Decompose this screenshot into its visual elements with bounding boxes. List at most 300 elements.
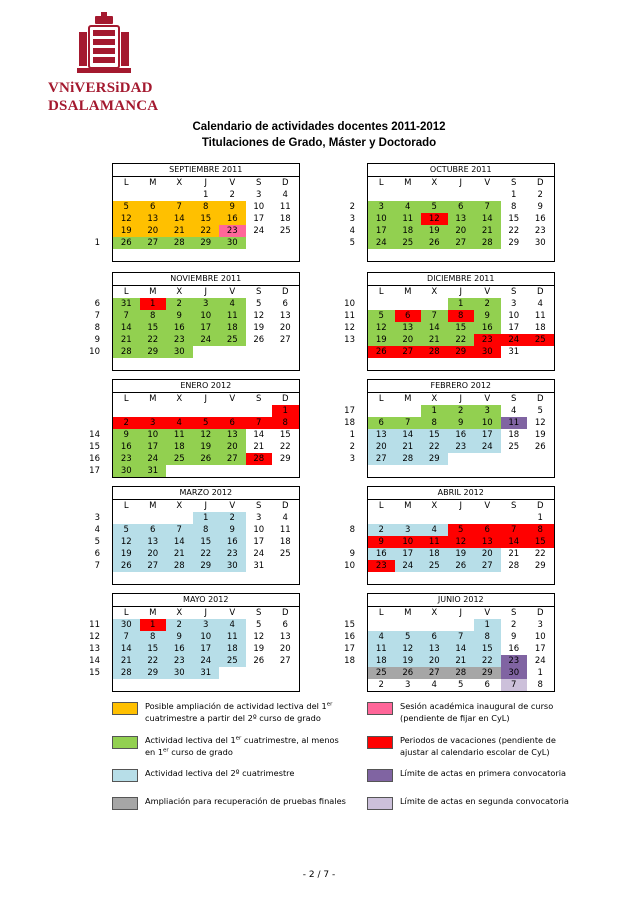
day-cell: 10 [395,536,422,548]
day-cell: 26 [253,656,265,666]
day-cell: 14 [421,322,448,334]
day-cell [193,679,220,691]
day-cell [474,358,501,370]
day-cell [421,512,448,524]
day-cell: 1 [511,190,517,200]
week-number: 5 [349,238,355,248]
day-cell [193,346,220,358]
day-cell: 6 [395,310,422,322]
day-cell: 29 [193,237,220,249]
legend-text-part: en 1 [145,747,164,757]
day-cell: 8 [140,631,167,643]
day-cell: 28 [166,237,193,249]
day-cell: 14 [448,643,475,655]
day-cell: 15 [140,322,167,334]
day-cell: 30 [501,667,528,679]
legend-text-part: curso de grado [168,747,233,757]
day-cell [448,572,475,584]
day-header: J [459,608,462,618]
day-cell: 25 [527,334,554,346]
day-cell: 29 [140,346,167,358]
day-header: S [256,501,262,511]
day-cell: 24 [140,453,167,465]
university-logo [48,12,163,114]
week-number: 10 [344,299,355,309]
day-header: M [404,287,412,297]
day-cell: 15 [474,643,501,655]
day-cell [448,465,475,477]
day-cell [527,249,554,261]
day-header: J [204,287,207,297]
day-cell: 19 [421,225,448,237]
legend-text-part: (pendiente de fijar en CyL) [400,713,510,723]
day-header: S [511,608,517,618]
day-header: V [484,608,491,618]
day-cell: 25 [219,334,246,346]
legend-label [400,734,556,758]
week-number: 6 [94,299,100,309]
day-cell [448,249,475,261]
month-title: MARZO 2012 [112,486,300,499]
day-header: D [536,287,544,297]
day-cell: 2 [166,298,193,310]
day-cell: 11 [219,310,246,322]
day-header: X [176,608,183,618]
day-cell [448,453,475,465]
day-cell: 23 [166,655,193,667]
day-cell [421,189,448,201]
day-cell: 14 [113,322,140,334]
day-cell [113,512,140,524]
day-cell: 12 [448,536,475,548]
day-cell: 5 [193,417,220,429]
university-seal-icon [75,12,133,76]
day-header: L [123,178,129,188]
day-cell [166,679,193,691]
day-cell [272,465,299,477]
day-cell: 13 [279,311,291,321]
day-cell: 2 [537,190,543,200]
day-cell: 12 [253,311,265,321]
day-cell: 25 [279,549,291,559]
day-cell: 5 [448,524,475,536]
day-cell: 26 [193,453,220,465]
day-cell: 9 [448,417,475,429]
day-cell: 19 [448,548,475,560]
week-number: 11 [344,311,355,321]
month-grid [112,499,300,585]
day-header: J [459,178,462,188]
day-cell [368,465,395,477]
day-header: L [123,501,129,511]
day-cell: 15 [508,214,520,224]
legend-label [400,767,566,779]
legend-swatch [112,702,138,715]
day-cell: 11 [395,213,422,225]
day-cell: 8 [537,680,543,690]
day-cell: 26 [368,346,395,358]
day-cell: 15 [140,643,167,655]
day-cell: 6 [484,680,490,690]
day-cell: 28 [113,346,140,358]
week-number: 10 [89,347,100,357]
day-cell: 3 [140,417,167,429]
day-cell: 27 [474,560,501,572]
day-cell [166,465,193,477]
day-header: X [431,178,438,188]
day-cell: 12 [534,418,546,428]
day-cell: 9 [474,310,501,322]
day-cell: 1 [272,405,299,417]
day-cell: 11 [279,202,291,212]
day-cell [140,358,167,370]
day-cell: 29 [448,346,475,358]
day-header: L [378,178,384,188]
day-header: X [176,287,183,297]
day-cell: 20 [140,548,167,560]
month-calendar [112,379,300,478]
legend-label [145,734,339,758]
day-cell: 15 [527,536,554,548]
day-cell [527,453,554,465]
day-cell: 11 [534,311,546,321]
month-grid [112,392,300,478]
month-calendar [112,272,300,371]
day-cell: 28 [246,453,273,465]
day-cell [219,405,246,417]
day-cell [219,679,246,691]
legend-swatch [367,702,393,715]
day-cell: 3 [193,298,220,310]
week-number: 17 [89,466,100,476]
day-cell: 19 [253,323,265,333]
day-cell: 24 [253,226,265,236]
day-cell: 7 [395,417,422,429]
day-header: S [511,178,517,188]
day-cell: 7 [166,524,193,536]
day-cell [368,512,395,524]
day-header: J [459,394,462,404]
day-cell: 18 [534,323,546,333]
day-cell [193,405,220,417]
day-cell: 15 [421,429,448,441]
day-cell: 12 [253,632,265,642]
day-cell: 20 [474,548,501,560]
month-title: JUNIO 2012 [367,593,555,606]
day-cell: 11 [421,536,448,548]
day-cell: 11 [368,643,395,655]
day-header: S [256,608,262,618]
legend-text-part: er [235,735,242,742]
day-header: D [281,287,289,297]
day-cell [219,346,246,358]
day-cell [166,358,193,370]
day-cell: 22 [421,441,448,453]
day-cell: 2 [511,620,517,630]
legend-label [400,795,569,807]
day-cell [448,619,475,631]
day-cell [272,572,299,584]
week-number: 12 [344,323,355,333]
day-header: D [281,501,289,511]
day-cell: 25 [279,226,291,236]
logo-text-line1: VNiVERSiDAD [48,80,153,96]
day-cell [272,560,299,572]
day-cell: 13 [368,429,395,441]
day-cell: 13 [140,213,167,225]
day-cell: 3 [511,299,517,309]
day-cell [113,249,140,261]
legend-text-part: Sesión académica inaugural de curso [400,701,554,711]
month-title: ENERO 2012 [112,379,300,392]
week-number: 4 [349,226,355,236]
day-cell: 16 [448,429,475,441]
month-grid [112,176,300,262]
day-header: J [204,178,207,188]
day-cell: 24 [193,655,220,667]
day-cell: 10 [368,213,395,225]
day-cell: 25 [166,453,193,465]
day-cell: 6 [282,620,288,630]
day-cell: 9 [511,632,517,642]
week-number: 17 [344,644,355,654]
week-number: 12 [89,632,100,642]
day-cell: 8 [527,524,554,536]
day-cell: 13 [474,536,501,548]
legend-label [145,795,346,807]
day-cell: 20 [395,334,422,346]
legend-label [145,700,332,724]
day-cell [395,572,422,584]
day-cell: 18 [421,548,448,560]
day-cell: 7 [501,679,528,691]
legend-text-part: ajustar al calendario escolar de CyL) [400,747,550,757]
day-header: V [484,501,491,511]
day-cell: 1 [474,619,501,631]
month-grid [367,285,555,371]
day-cell: 24 [368,237,395,249]
day-cell: 4 [368,631,395,643]
month-title: OCTUBRE 2011 [367,163,555,176]
day-cell: 29 [474,667,501,679]
day-cell: 25 [368,667,395,679]
day-cell: 14 [501,536,528,548]
legend-swatch [367,769,393,782]
day-cell: 22 [508,226,520,236]
day-cell [272,667,299,679]
day-cell: 31 [140,465,167,477]
day-cell: 27 [368,453,395,465]
week-number: 3 [349,454,355,464]
day-cell: 5 [537,406,543,416]
day-header: M [149,178,157,188]
day-cell [113,679,140,691]
day-cell: 30 [113,465,140,477]
day-cell: 18 [508,430,520,440]
week-number: 18 [344,418,355,428]
day-cell: 3 [474,405,501,417]
day-cell: 9 [537,202,543,212]
day-cell [219,358,246,370]
day-cell: 28 [448,667,475,679]
day-cell: 17 [508,323,520,333]
day-cell: 16 [219,213,246,225]
day-cell [246,679,273,691]
day-cell: 21 [474,225,501,237]
day-header: D [536,178,544,188]
day-header: M [149,608,157,618]
day-header: D [281,178,289,188]
day-cell: 25 [219,655,246,667]
day-header: M [404,394,412,404]
day-header: S [511,287,517,297]
day-cell: 27 [140,560,167,572]
day-cell: 4 [511,406,517,416]
week-number: 1 [94,238,100,248]
legend-swatch [367,797,393,810]
day-cell: 19 [113,225,140,237]
day-cell: 9 [219,524,246,536]
day-cell [272,679,299,691]
month-calendar [367,486,555,585]
day-cell: 21 [166,548,193,560]
day-cell: 20 [279,644,291,654]
week-number: 6 [94,549,100,559]
day-cell: 20 [421,655,448,667]
day-cell: 20 [140,225,167,237]
legend-text-part: Límite de actas en primera convocatoria [400,768,567,778]
day-cell: 21 [448,655,475,667]
day-cell: 23 [534,226,546,236]
legend-text-part: er [163,747,169,754]
day-cell: 7 [113,631,140,643]
day-cell: 15 [279,430,291,440]
day-cell: 2 [474,298,501,310]
day-cell: 3 [256,513,262,523]
day-cell: 30 [534,238,546,248]
day-cell: 22 [140,334,167,346]
day-cell: 6 [421,631,448,643]
day-cell: 23 [501,655,528,667]
day-cell: 8 [272,417,299,429]
day-cell: 26 [253,335,265,345]
day-cell [140,572,167,584]
day-cell: 16 [474,322,501,334]
day-cell: 13 [219,429,246,441]
day-cell: 2 [166,619,193,631]
week-number: 15 [89,668,100,678]
day-cell: 17 [193,322,220,334]
day-cell: 16 [368,548,395,560]
week-number: 16 [89,454,100,464]
day-cell: 13 [395,322,422,334]
day-cell: 19 [113,548,140,560]
day-cell: 24 [193,334,220,346]
day-cell [395,298,422,310]
day-cell: 7 [246,417,273,429]
day-cell: 25 [508,442,520,452]
day-cell: 14 [113,643,140,655]
day-cell: 22 [448,334,475,346]
day-cell: 7 [113,310,140,322]
day-cell: 6 [474,524,501,536]
month-calendar [112,486,300,585]
day-cell: 2 [378,680,384,690]
day-cell: 20 [279,323,291,333]
day-cell: 10 [534,632,546,642]
day-cell: 28 [421,346,448,358]
day-cell [166,405,193,417]
day-header: X [431,287,438,297]
day-cell: 11 [501,417,528,429]
day-cell: 17 [368,225,395,237]
day-cell: 29 [421,453,448,465]
day-cell: 12 [395,643,422,655]
day-cell [140,679,167,691]
day-cell: 6 [282,299,288,309]
month-title: DICIEMBRE 2011 [367,272,555,285]
day-cell: 9 [368,536,395,548]
day-cell: 30 [166,667,193,679]
day-cell: 6 [219,417,246,429]
day-cell: 7 [166,201,193,213]
day-cell [421,249,448,261]
day-header: M [404,178,412,188]
day-cell: 31 [508,347,520,357]
week-number: 18 [344,656,355,666]
day-cell: 4 [421,524,448,536]
day-cell: 30 [474,346,501,358]
day-cell: 1 [537,513,543,523]
day-header: J [204,608,207,618]
day-cell: 30 [219,237,246,249]
day-header: S [511,501,517,511]
day-cell: 29 [193,560,220,572]
day-cell [368,298,395,310]
week-number: 13 [89,644,100,654]
month-calendar [112,163,300,262]
day-cell [501,453,528,465]
day-cell: 1 [203,190,209,200]
legend-swatch [112,736,138,749]
day-header: D [536,394,544,404]
day-cell: 7 [421,310,448,322]
day-cell: 16 [113,441,140,453]
day-cell: 7 [448,631,475,643]
day-cell: 27 [421,667,448,679]
month-calendar [367,163,555,262]
day-cell [474,465,501,477]
day-cell: 2 [219,512,246,524]
day-cell: 4 [431,680,437,690]
day-cell: 5 [113,524,140,536]
day-header: X [431,501,438,511]
day-cell: 6 [368,417,395,429]
day-cell: 8 [511,202,517,212]
day-header: L [123,287,129,297]
day-cell: 2 [113,417,140,429]
day-cell: 21 [508,549,520,559]
day-header: X [431,394,438,404]
day-cell: 27 [448,237,475,249]
day-cell: 21 [166,225,193,237]
day-header: V [484,287,491,297]
day-cell: 28 [113,667,140,679]
day-header: L [378,287,384,297]
day-cell [166,189,193,201]
day-cell: 23 [166,334,193,346]
day-cell: 26 [395,667,422,679]
